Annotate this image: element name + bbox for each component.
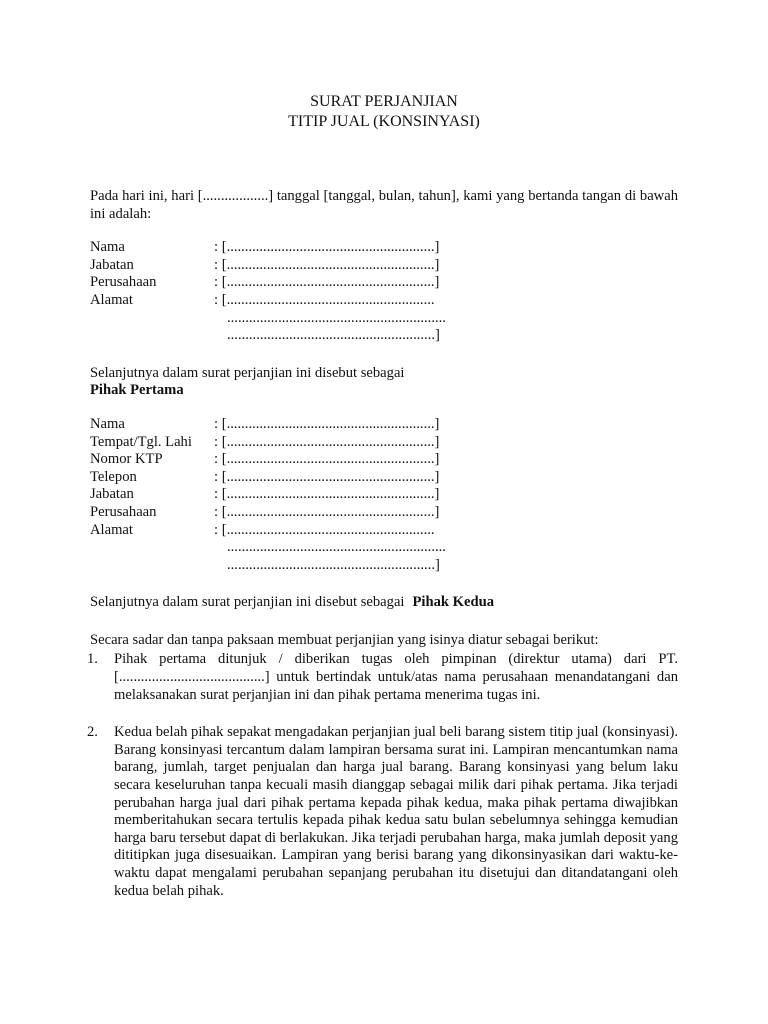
field-value: : [.........................................................]	[214, 451, 440, 468]
party1-designation-text: Selanjutnya dalam surat perjanjian ini disebut sebagai	[90, 364, 405, 381]
party1-field-alamat	[90, 292, 678, 310]
field-value: : [.........................................................]	[214, 415, 440, 432]
field-value: : [.........................................................]	[214, 256, 440, 273]
party1-address-line-3: .........................................................]	[227, 327, 440, 344]
party2-address-line-2: ............................................................	[227, 539, 446, 556]
clause-list	[87, 651, 678, 900]
field-label: Jabatan	[90, 256, 134, 273]
party2-field-name	[90, 416, 678, 434]
document-page	[87, 92, 678, 900]
field-value: : [.........................................................	[214, 521, 435, 538]
party2-designation-label: Pihak Kedua	[412, 594, 495, 611]
field-value: : [.........................................................]	[214, 274, 440, 291]
party2-designation	[90, 594, 678, 612]
field-label: Telepon	[90, 468, 137, 485]
field-label: Nama	[90, 415, 125, 432]
field-label: Tempat/Tgl. Lahi	[90, 433, 192, 450]
field-label: Jabatan	[90, 486, 134, 503]
title-line-1: SURAT PERJANJIAN	[310, 93, 458, 110]
party1-designation	[90, 365, 678, 400]
list-item	[87, 651, 678, 704]
intro-paragraph: Pada hari ini, hari [..................] tanggal [tanggal, bulan, tahun], kami yang bertanda tangan di bawah ini adalah:	[90, 188, 678, 222]
clause-number: 1.	[87, 651, 98, 668]
field-value: : [.........................................................]	[214, 433, 440, 450]
party2-field-ktp	[90, 451, 678, 469]
clause-text: Pihak pertama ditunjuk / diberikan tugas oleh pimpinan (direktur utama) dari PT. [........................................] untuk bertindak untuk/atas nama perusahaan menandatangani dan melaksanakan surat perjanjian ini dan pihak pertama menerima tugas ini.	[114, 651, 678, 703]
party2-field-alamat	[90, 522, 678, 540]
field-label: Alamat	[90, 521, 133, 538]
field-value: : [.........................................................]	[214, 239, 440, 256]
document-title	[90, 92, 678, 132]
field-label: Nama	[90, 239, 125, 256]
party2-field-jabatan	[90, 486, 678, 504]
party2-field-telepon	[90, 469, 678, 487]
party2-field-perusahaan	[90, 504, 678, 522]
party1-address-line-2: ............................................................	[227, 309, 446, 326]
party1-designation-label: Pihak Pertama	[90, 382, 184, 399]
party2-designation-text: Selanjutnya dalam surat perjanjian ini disebut sebagai	[90, 594, 405, 611]
party1-field-name	[90, 239, 678, 257]
field-value: : [.........................................................]	[214, 486, 440, 503]
title-line-2: TITIP JUAL (KONSINYASI)	[288, 113, 480, 130]
clause-text: Kedua belah pihak sepakat mengadakan perjanjian jual beli barang sistem titip jual (konsinyasi). Barang konsinyasi tercantum dalam lampiran bersama surat ini. Lampiran mencantumkan nama barang, jumlah, target penjualan dan harga jual barang. Barang konsinyasi yang belum laku secara keseluruhan tanpa kecuali masih dianggap sebagai milik dari pihak pertama. Jika terjadi perubahan harga jual dari pihak pertama kepada pihak kedua, maka pihak pertama diwajibkan memberitahukan secara tertulis kepada pihak kedua satu bulan sebelumnya sehingga kemudian harga baru tersebut dapat di berlakukan. Jika terjadi perubahan harga, maka jumlah deposit yang dititipkan juga disesuaikan. Lampiran yang berisi barang yang dikonsinyasikan dari waktu-ke-waktu dapat mengalami perubahan sepanjang perubahan itu disetujui dan ditandatangani oleh kedua belah pihak.	[114, 724, 678, 899]
party1-field-perusahaan	[90, 274, 678, 292]
party2-field-birth	[90, 434, 678, 452]
field-value: : [.........................................................	[214, 291, 435, 308]
field-label: Perusahaan	[90, 274, 157, 291]
field-label: Alamat	[90, 291, 133, 308]
list-item	[87, 724, 678, 900]
party2-fields	[90, 416, 678, 574]
field-value: : [.........................................................]	[214, 468, 440, 485]
field-label: Nomor KTP	[90, 451, 163, 468]
field-value: : [.........................................................]	[214, 503, 440, 520]
party1-fields	[90, 239, 678, 345]
agreement-intro: Secara sadar dan tanpa paksaan membuat perjanjian yang isinya diatur sebagai berikut:	[90, 631, 599, 648]
party2-address-line-3: .........................................................]	[227, 556, 440, 573]
field-label: Perusahaan	[90, 503, 157, 520]
clause-number: 2.	[87, 724, 98, 741]
party1-field-jabatan	[90, 257, 678, 275]
